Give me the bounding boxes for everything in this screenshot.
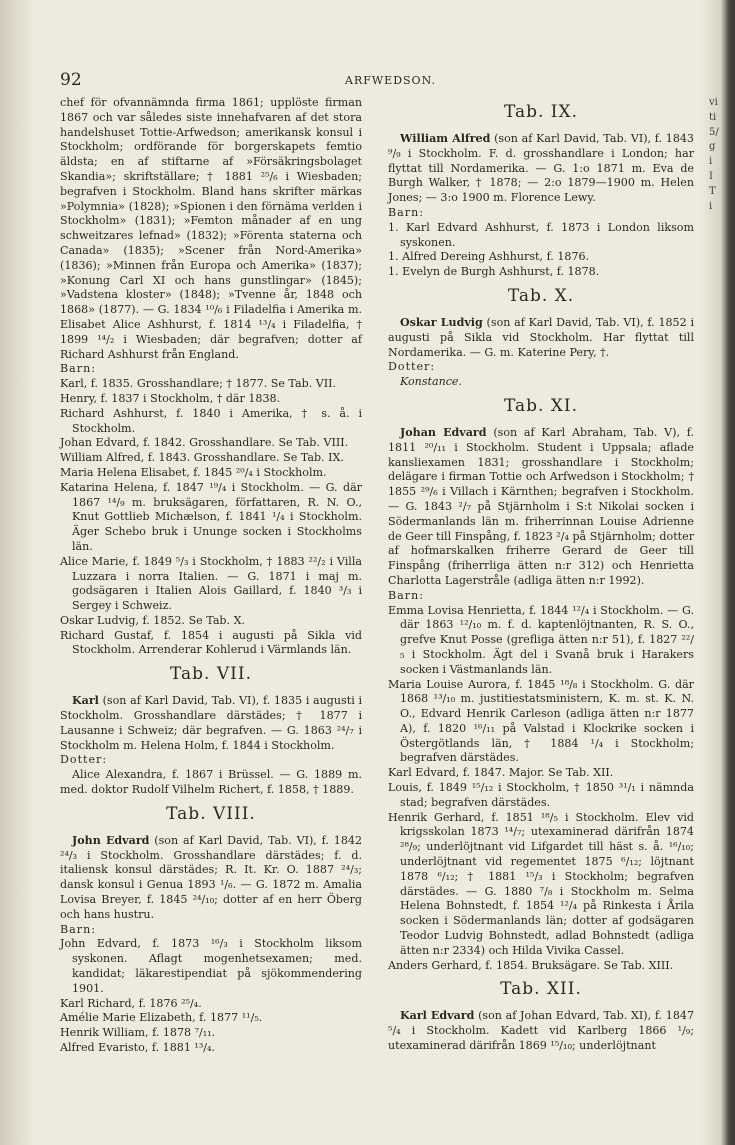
tab-ix-name: William Alfred	[400, 132, 491, 145]
tab-viii-text: (son af Karl David, Tab. VI), f. 1842 ²⁴/₃ i Stockholm. Grosshandlare därstädes; f. d. italiensk konsul därstädes; R. It. Kr. O. 1887 ²⁴/₃; dansk konsul i Genua 1893 ¹/₆. — G. 1872 m. Amalia Lovisa Breyer, f. 1845 ²⁴/₁₀; dotter af en herr Öberg och hans hustru.	[60, 833, 363, 921]
child-entry: Karl Richard, f. 1876 ²⁵/₄.	[60, 996, 202, 1010]
running-head: ARFWEDSON.	[345, 74, 436, 87]
child-entry: Louis, f. 1849 ¹⁵/₁₂ i Stockholm, † 1850 ³¹/₁ i nämnda stad; begrafven därstädes.	[388, 781, 694, 809]
child-entry: Anders Gerhard, f. 1854. Bruksägare. Se Tab. XIII.	[388, 958, 674, 972]
child-entry: 1. Karl Edvard Ashhurst, f. 1873 i London liksom syskonen.	[388, 220, 694, 249]
left-column	[60, 96, 362, 1056]
child-entry: Amélie Marie Elizabeth, f. 1877 ¹¹/₅.	[60, 1011, 263, 1025]
tab-ix-text: (son af Karl David, Tab. VI), f. 1843 ⁹/₉ i Stockholm. F. d. grosshandlare i London; har flyttat till Nordamerika. — G. 1:o 1871 m. Eva de Burgh Walker, † 1878; — 2:o 1879—1900 m. Helen Jones; — 3:o 1900 m. Florence Lewy.	[388, 132, 694, 205]
facing-page-fragments	[709, 96, 721, 214]
child-entry: Karl, f. 1835. Grosshandlare; † 1877. Se Tab. VII.	[60, 377, 337, 391]
child-entry: John Edvard, f. 1873 ¹⁶/₃ i Stockholm liksom syskonen. Aflagt mogenhetsexamen; med. kandidat; läkarestipendiat på sjökommendering 1901.	[60, 937, 362, 995]
dotter-label: Dotter:	[60, 753, 108, 767]
page-number: 92	[60, 70, 82, 90]
page-shadow-left	[0, 0, 34, 1145]
child-entry: Richard Ashhurst, f. 1840 i Amerika, † s. å. i Stockholm.	[60, 406, 362, 435]
tab-x-entry	[388, 316, 694, 360]
barn-label: Barn:	[388, 588, 424, 602]
child-entry: Henrik Gerhard, f. 1851 ¹⁸/₅ i Stockholm. Elev vid krigsskolan 1873 ¹⁴/₇; utexaminerad därifrån 1874 ²⁸/₉; underlöjtnant vid Lifgardet till häst s. å. ¹⁶/₁₀; underlöjtnant vid regementet 1875 ⁶/₁₂; löjtnant 1878 ⁶/₁₂; † 1881 ¹⁵/₃ i Stockholm; begrafven därstädes. — G. 1880 ⁷/₈ i Stockholm m. Selma Helena Bohnstedt, f. 1854 ¹²/₄ på Rinkesta i Årila socken i Södermanlands län; dotter af godsägaren Teodor Ludvig Bohnstedt, adlad Bohnstedt (adliga ätten n:r 2334) och Hilda Vivika Cassel.	[388, 810, 694, 957]
tab-vii-entry	[60, 694, 362, 753]
barn-label: Barn:	[388, 205, 424, 219]
tab-x-text: (son af Karl David, Tab. VI), f. 1852 i augusti på Sikla vid Stockholm. Har flyttat till Nordamerika. — G. m. Katerine Pery, †.	[388, 315, 694, 359]
tab-x-daughter: Konstance.	[400, 375, 463, 389]
tab-ix-title: Tab. IX.	[503, 102, 579, 122]
fragment: g	[709, 141, 716, 153]
tab-xi-name: Johan Edvard	[400, 425, 487, 439]
child-entry: Alfred Evaristo, f. 1881 ¹³/₄.	[60, 1041, 216, 1055]
barn-label: Barn:	[60, 922, 96, 936]
child-entry: Katarina Helena, f. 1847 ¹⁹/₄ i Stockholm. — G. där 1867 ¹⁴/₉ m. bruksägaren, författaren, R. N. O., Knut Gottlieb Michælson, f. 1841 ¹/₄ i Stockholm. Äger Schebo bruk i Ununge socken i Stockholms län.	[60, 480, 362, 553]
tab-x-name: Oskar Ludvig	[400, 315, 483, 329]
child-entry: Johan Edvard, f. 1842. Grosshandlare. Se Tab. VIII.	[60, 436, 349, 450]
tab-xii-name: Karl Edvard	[400, 1009, 475, 1023]
tab-viii-title: Tab. VIII.	[166, 803, 256, 824]
tab-viii-entry	[60, 834, 362, 923]
tab-vii-text: (son af Karl David, Tab. VI), f. 1835 i augusti i Stockholm. Grosshandlare därstädes; † 1877 i Lausanne i Schweiz; där begrafven. — G. 1863 ²⁴/₇ i Stockholm m. Helena Holm, f. 1844 i Stockholm.	[60, 694, 362, 752]
child-entry: Richard Gustaf, f. 1854 i augusti på Sikla vid Stockholm. Arrenderar Kohlerud i Värmlands län.	[60, 628, 362, 657]
child-entry: Maria Helena Elisabet, f. 1845 ²⁰/₄ i Stockholm.	[60, 465, 327, 479]
fragment: i	[709, 156, 713, 168]
child-entry: Henry, f. 1837 i Stockholm, † där 1838.	[60, 391, 281, 405]
fragment: vi	[709, 97, 718, 108]
tab-xii-entry	[388, 1009, 694, 1053]
child-entry: Maria Louise Aurora, f. 1845 ¹⁸/₈ i Stockholm. G. där 1868 ¹³/₁₀ m. justitiestatsministern, K. m. st. K. N. O., Edvard Henrik Carleson (adliga ätten n:r 1877 A), f. 1820 ¹⁶/₁₁ på Valstad i Klockrike socken i Östergötlands län, † 1884 ¹/₄ i Stockholm; begrafven därstädes.	[388, 677, 694, 765]
tab-xii-text: (son af Johan Edvard, Tab. XI), f. 1847 ⁵/₄ i Stockholm. Kadett vid Karlberg 1866 ¹/₉; utexaminerad därifrån 1869 ¹⁵/₁₀; underlöjtnant	[388, 1009, 694, 1053]
fragment: T	[709, 185, 716, 197]
tab-x-title: Tab. X.	[507, 285, 575, 306]
fragment: i	[709, 200, 713, 212]
tab-ix-entry	[388, 132, 694, 206]
child-entry: Emma Lovisa Henrietta, f. 1844 ¹²/₄ i Stockholm. — G. där 1863 ¹²/₁₀ m. f. d. kaptenlöjtnanten, R. S. O., grefve Knut Posse (grefliga ätten n:r 51), f. 1827 ²²/₅ i Stockholm. Ägt del i Svanå bruk i Harakers socken i Västmanlands län.	[388, 603, 694, 676]
child-entry: William Alfred, f. 1843. Grosshandlare. Se Tab. IX.	[60, 451, 344, 465]
tab-xi-entry	[388, 426, 694, 589]
tab-xi-title: Tab. XI.	[503, 395, 579, 416]
child-entry: Alice Marie, f. 1849 ⁵/₃ i Stockholm, † 1883 ²²/₂ i Villa Luzzara i norra Italien. — G. 1871 i maj m. godsägaren i Italien Alois Gaillard, f. 1840 ³/₃ i Sergey i Schweiz.	[60, 554, 362, 613]
intro-paragraph: chef för ofvannämnda firma 1861; upplöste firman 1867 och var således siste innehafvaren af det stora handelshuset Tottie-Arfwedson; amerikansk konsul i Stockholm; ordförande för borgerskapets femtio äldsta; en af stiftarne af »Försäkringsbolaget Skandia»; skriftställare; † 1881 ²⁵/₆ i Wiesbaden; begrafven i Stockholm. Bland hans skrifter märkas »Polymnia» (1828); »Spionen i den förnäma verlden i Stockholm» (1831); »Femton månader af en ung schweitzares lefnad» (1832); »Förenta staterna och Canada» (1835); »Scener från Nord-Amerika» (1836); »Minnen från Europa och Amerika» (1837); »Konung Carl XI och hans gunstlingar» (1845); »Vadstena kloster» (1848); »Tvenne år, 1848 och 1868» (1877). — G. 1834 ¹⁰/₆ i Filadelfia i Amerika m. Elisabet Alice Ashhurst, f. 1814 ¹³/₄ i Filadelfia, † 1899 ¹⁴/₂ i Wiesbaden; där begrafven; dotter af Richard Ashhurst från England.	[60, 96, 362, 361]
child-entry: 1. Evelyn de Burgh Ashhurst, f. 1878.	[388, 265, 600, 279]
barn-label: Barn:	[60, 362, 96, 376]
fragment: 5/	[709, 126, 719, 138]
tab-viii-name: John Edvard	[72, 833, 150, 847]
tab-vii-daughter: Alice Alexandra, f. 1867 i Brüssel. — G. 1889 m. med. doktor Rudolf Vilhelm Richert, f. 1858, † 1889.	[60, 768, 362, 797]
tab-xii-title: Tab. XII.	[500, 979, 582, 1000]
child-entry: Oskar Ludvig, f. 1852. Se Tab. X.	[60, 613, 246, 627]
fragment: ti	[709, 111, 717, 123]
child-entry: 1. Alfred Dereing Ashhurst, f. 1876.	[388, 250, 590, 264]
tab-xi-text: (son af Karl Abraham, Tab. V), f. 1811 ²⁰/₁₁ i Stockholm. Student i Uppsala; aflade kansliexamen 1831; grosshandlare i Stockholm; delägare i firman Tottie och Arfwedson i Stockholm; † 1855 ²⁹/₆ i Villach i Kärnthen; begrafven i Stockholm. — G. 1843 ²/₇ på Stjärnholm i S:t Nikolai socken i Södermanlands län m. friherrinnan Louise Adrienne de Geer till Finspång, f. 1823 ²/₄ på Stjärnholm; dotter af hofmarskalken friherre Gerard de Geer till Finspång (friherrliga ätten n:r 312) och Henrietta Charlotta Lagerstråle (adliga ätten n:r 1992).	[388, 425, 694, 587]
page-header	[60, 70, 660, 92]
right-column	[388, 96, 694, 1054]
child-entry: Henrik William, f. 1878 ⁷/₁₁.	[60, 1026, 216, 1040]
dotter-label: Dotter:	[388, 360, 436, 374]
tab-vii-title: Tab. VII.	[170, 664, 252, 685]
fragment: I	[709, 170, 713, 182]
tab-vii-name: Karl	[72, 694, 99, 708]
child-entry: Karl Edvard, f. 1847. Major. Se Tab. XII.	[388, 766, 614, 780]
